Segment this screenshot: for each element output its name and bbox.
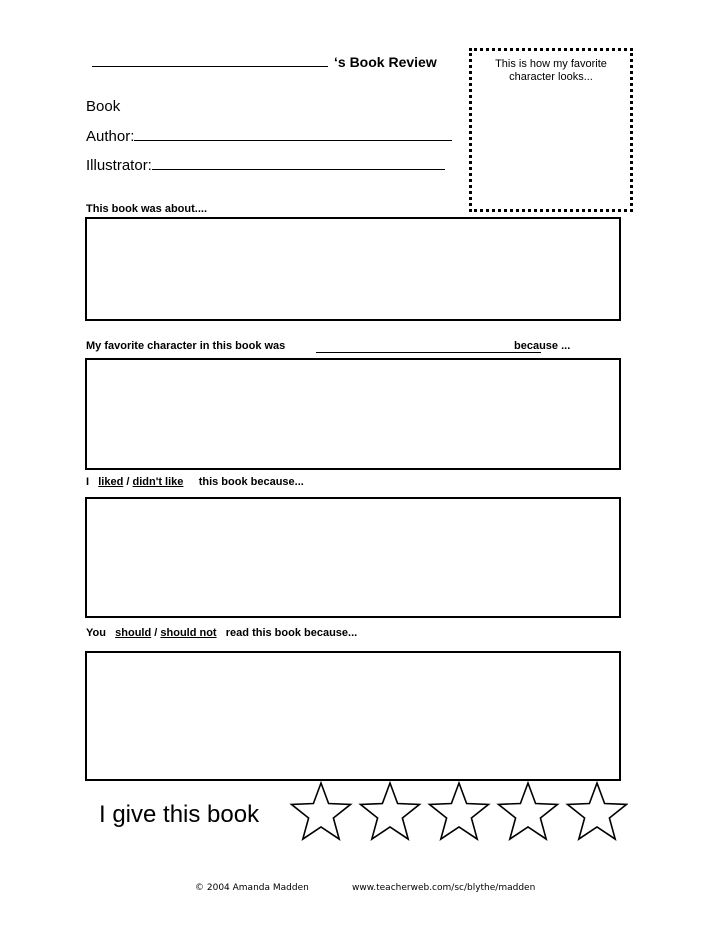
about-answer-box[interactable] (85, 217, 621, 321)
author-field (86, 126, 452, 145)
review-title (92, 54, 437, 70)
liked-suffix: this book because... (198, 476, 304, 488)
illustrator-field (86, 155, 445, 174)
reviewer-name-line[interactable] (92, 54, 328, 67)
liked-separator: / (126, 476, 130, 488)
favorite-character-answer-box[interactable] (85, 358, 621, 470)
should-suffix: read this book because... (225, 627, 358, 639)
favorite-character-question (86, 340, 285, 352)
favorite-character-line[interactable] (316, 352, 541, 353)
liked-prefix: I (86, 476, 90, 488)
rating-star-icon[interactable] (499, 783, 558, 839)
favorite-character-drawing-box[interactable] (469, 48, 633, 212)
rating-star-icon[interactable] (568, 783, 627, 839)
copyright: © 2004 Amanda Madden (195, 883, 309, 893)
rating-star-icon[interactable] (430, 783, 489, 839)
favorite-character-prefix: My favorite character in this book was (86, 340, 286, 352)
footer-url: www.teacherweb.com/sc/blythe/madden (352, 883, 536, 893)
favorite-character-suffix: because ... (514, 340, 571, 352)
author-label: Author: (86, 128, 135, 145)
liked-option[interactable]: liked (98, 476, 124, 488)
should-read-question (86, 627, 357, 639)
star-rating[interactable] (288, 779, 628, 847)
book-field (86, 98, 120, 115)
should-separator: / (154, 627, 158, 639)
should-read-answer-box[interactable] (85, 651, 621, 781)
about-question: This book was about.... (86, 203, 208, 215)
liked-question (86, 476, 304, 488)
should-not-option[interactable]: should not (160, 627, 217, 639)
rating-label: I give this book (99, 801, 260, 828)
should-option[interactable]: should (115, 627, 152, 639)
title-suffix: ‘s Book Review (334, 54, 437, 70)
book-label: Book (86, 98, 121, 115)
didnt-like-option[interactable]: didn't like (132, 476, 184, 488)
illustrator-line[interactable] (152, 155, 445, 170)
liked-answer-box[interactable] (85, 497, 621, 618)
illustrator-label: Illustrator: (86, 157, 152, 174)
portrait-caption: This is how my favorite character looks... (495, 58, 607, 83)
rating-star-icon[interactable] (361, 783, 420, 839)
should-prefix: You (86, 627, 106, 639)
rating-star-icon[interactable] (292, 783, 351, 839)
author-line[interactable] (134, 126, 452, 141)
